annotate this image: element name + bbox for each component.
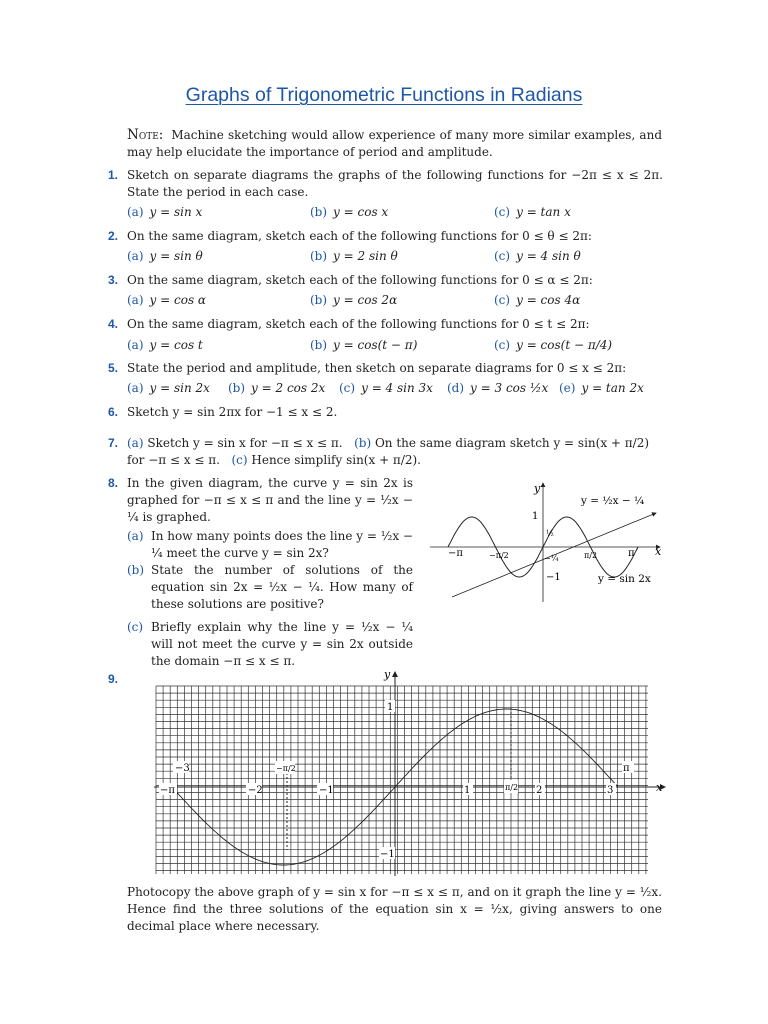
note-text: Machine sketching would allow experience of many more similar examples, and may help elucidate the importance of period and amplitude.: [127, 128, 662, 159]
part-label: (a): [127, 338, 144, 352]
question-number: 8.: [108, 476, 119, 490]
question-text: On the same diagram, sketch each of the following functions for 0 ≤ θ ≤ 2π:: [127, 229, 592, 243]
tick-y-1: 1: [387, 702, 394, 713]
part-text: State the number of solutions of the equation sin 2x = ½x − ¼. How many of these solutions are positive?: [151, 563, 413, 611]
part-c-text: Hence simplify sin(x + π/2).: [251, 453, 421, 467]
question-4-part-a: [127, 337, 203, 354]
x-axis-label: x: [655, 545, 662, 558]
page-title: Graphs of Trigonometric Functions in Radians: [185, 84, 583, 106]
part-label: (b): [310, 205, 328, 219]
question-8-part-a: [127, 528, 413, 562]
question-text: On the same diagram, sketch each of the following functions for 0 ≤ t ≤ 2π:: [127, 317, 590, 331]
part-label: (b): [310, 249, 328, 263]
question-text: State the period and amplitude, then sketch on separate diagrams for 0 ≤ x ≤ 2π:: [127, 361, 627, 375]
question-5-part-a: [127, 380, 210, 397]
question-8-part-b: [127, 562, 413, 613]
y-axis-label: y: [534, 482, 541, 495]
part-text: y = 4 sin θ: [516, 249, 581, 263]
part-a-text: Sketch y = sin x for −π ≤ x ≤ π.: [147, 436, 343, 450]
part-b-continuation: for −π ≤ x ≤ π.: [127, 453, 220, 467]
part-text: y = cos α: [149, 293, 207, 307]
part-label: (c): [339, 381, 356, 395]
tick-3: 3: [607, 785, 614, 796]
question-number: 5.: [108, 361, 119, 375]
question-3: [108, 272, 663, 289]
part-label: (a): [127, 381, 144, 395]
tick-1: 1: [464, 785, 471, 796]
question-1-part-a: [127, 204, 202, 221]
part-label: (a): [127, 293, 144, 307]
question-3-part-c: [494, 292, 580, 309]
question-5: [108, 360, 663, 377]
tick-neg-pi: −π: [160, 785, 175, 796]
question-2-part-a: [127, 248, 203, 265]
question-2-part-b: [310, 248, 398, 265]
tick-neg-3: −3: [175, 763, 190, 774]
part-label: (b): [228, 381, 246, 395]
question-4-part-b: [310, 337, 417, 354]
part-text: Briefly explain why the line y = ½x − ¼ will not meet the curve y = sin 2x outside the domain −π ≤ x ≤ π.: [151, 620, 413, 668]
question-number: 6.: [108, 405, 119, 419]
question-2: [108, 228, 663, 245]
part-text: y = sin 2x: [149, 381, 210, 395]
question-number: 7.: [108, 436, 119, 450]
tick-y-1: 1: [532, 511, 539, 522]
part-text: y = 3 cos ½x: [470, 381, 549, 395]
question-8-graph: [426, 478, 666, 606]
question-number: 2.: [108, 229, 119, 243]
part-label: (a): [127, 436, 144, 450]
line-label: y = ½x − ¼: [581, 495, 645, 507]
question-4: [108, 316, 663, 333]
question-5-part-c: [339, 380, 433, 397]
part-label: (c): [127, 620, 144, 634]
part-label: (c): [231, 453, 248, 467]
question-5-part-e: [559, 380, 644, 397]
part-text: y = cos(t − π): [333, 338, 418, 352]
tick-pi-over-2: π/2: [584, 551, 598, 560]
part-label: (a): [127, 205, 144, 219]
tick-pi: π: [628, 548, 635, 559]
tick-2: 2: [536, 785, 543, 796]
question-text: On the same diagram, sketch each of the following functions for 0 ≤ α ≤ 2π:: [127, 273, 593, 287]
part-text: y = cos 2α: [333, 293, 398, 307]
part-text: y = 2 cos 2x: [251, 381, 326, 395]
tick-y-neg-1: −1: [546, 572, 561, 583]
part-label: (a): [127, 529, 144, 543]
question-5-part-b: [228, 380, 325, 397]
question-6: [108, 404, 663, 421]
part-text: y = cos x: [333, 205, 389, 219]
question-8-part-c: [127, 619, 413, 670]
question-8: [108, 475, 413, 670]
part-text: y = cos(t − π/4): [516, 338, 613, 352]
tick-neg-pi: −π: [448, 548, 463, 559]
part-label: (c): [494, 293, 511, 307]
question-9-number: 9.: [108, 672, 119, 686]
question-text: Sketch y = sin 2πx for −1 ≤ x ≤ 2.: [127, 405, 338, 419]
question-4-part-c: [494, 337, 612, 354]
question-text: In the given diagram, the curve y = sin 2x is graphed for −π ≤ x ≤ π and the line y = ½x − ¼ is graphed.: [127, 476, 413, 524]
part-text: y = 4 sin 3x: [361, 381, 433, 395]
question-1: [108, 167, 663, 201]
part-label: (b): [354, 436, 372, 450]
tick-pi: π: [623, 763, 630, 774]
question-text: Sketch on separate diagrams the graphs of the following functions for −2π ≤ x ≤ 2π. State the period in each case.: [127, 168, 663, 199]
question-1-part-c: [494, 204, 571, 221]
part-text: y = tan x: [516, 205, 571, 219]
note-label: Note:: [127, 127, 164, 143]
part-text: y = tan 2x: [581, 381, 644, 395]
tick-y-neg-quarter: −¼: [544, 554, 559, 563]
part-b-text: On the same diagram sketch y = sin(x + π/2): [374, 436, 650, 450]
question-9-grid-graph: [150, 668, 670, 878]
question-5-part-d: [447, 380, 548, 397]
part-text: y = cos 4α: [516, 293, 581, 307]
tick-neg-pi-over-2: −π/2: [489, 551, 509, 560]
question-text: [127, 435, 663, 469]
question-3-part-a: [127, 292, 206, 309]
tick-pi-over-2: π/2: [505, 783, 519, 792]
part-label: (c): [494, 338, 511, 352]
part-text: y = sin θ: [149, 249, 203, 263]
tick-y-neg-1: −1: [380, 849, 395, 860]
part-label: (b): [310, 338, 328, 352]
y-axis-label: y: [384, 668, 391, 681]
part-label: (b): [127, 563, 145, 577]
curve-label: y = sin 2x: [598, 573, 651, 585]
tick-neg-pi-over-2: −π/2: [276, 764, 296, 773]
question-number: 3.: [108, 273, 119, 287]
question-7: [108, 435, 663, 469]
question-number: 4.: [108, 317, 119, 331]
part-text: In how many points does the line y = ½x − ¼ meet the curve y = sin 2x?: [151, 529, 413, 560]
part-label: (c): [494, 205, 511, 219]
part-label: (b): [310, 293, 328, 307]
question-3-part-b: [310, 292, 397, 309]
part-text: y = cos t: [149, 338, 203, 352]
question-2-part-c: [494, 248, 581, 265]
question-number: 1.: [108, 168, 119, 182]
part-label: (c): [494, 249, 511, 263]
tick-neg-1: −1: [319, 785, 334, 796]
tick-y-half: ½: [546, 529, 554, 538]
tick-neg-2: −2: [248, 785, 263, 796]
part-label: (a): [127, 249, 144, 263]
part-label: (e): [559, 381, 576, 395]
x-axis-label: x: [656, 781, 663, 794]
note-paragraph: [127, 127, 662, 161]
part-label: (d): [447, 381, 465, 395]
question-9-text: Photocopy the above graph of y = sin x for −π ≤ x ≤ π, and on it graph the line y = ½x. Hence find the three solutions of the equation sin x = ½x, giving answers to one decimal place where necessary.: [127, 885, 662, 933]
part-text: y = 2 sin θ: [333, 249, 398, 263]
question-1-part-b: [310, 204, 388, 221]
part-text: y = sin x: [149, 205, 203, 219]
